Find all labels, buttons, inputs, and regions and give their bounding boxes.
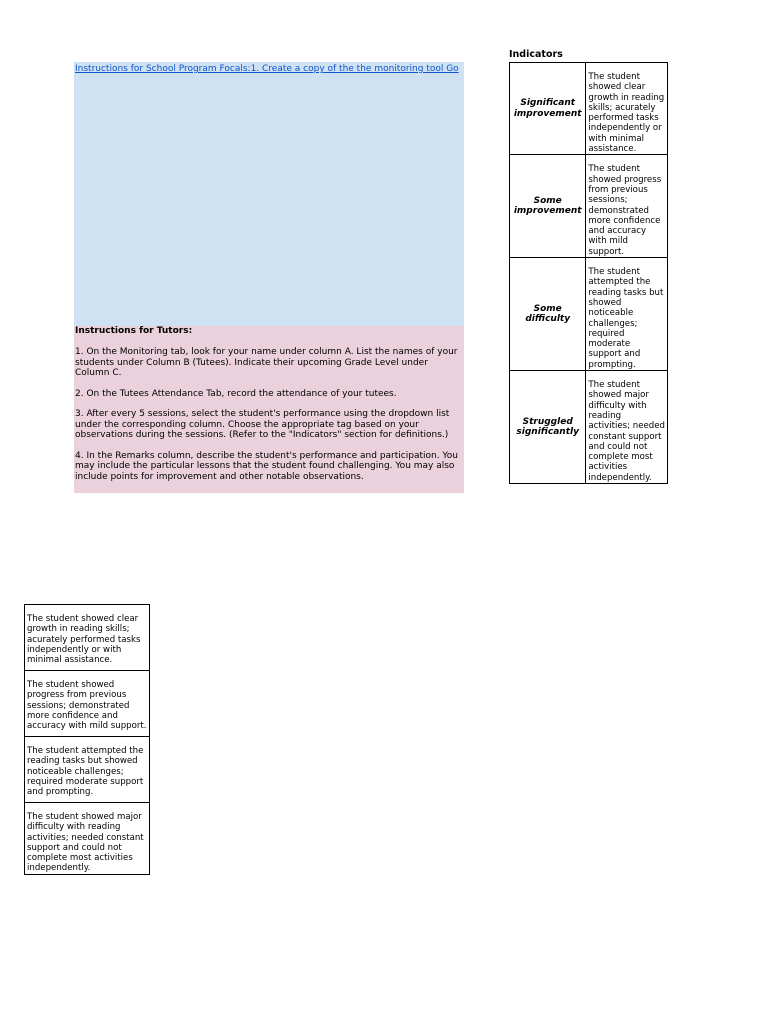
indicator-tag[interactable]: Significant improvement bbox=[510, 63, 586, 155]
indicator-description-text: The student showed major difficulty with reading activities; needed constant support and could not complete most activities independently. bbox=[27, 812, 144, 874]
indicator-row bbox=[510, 155, 668, 258]
indicator-description-text: The student showed clear growth in reading skills; acurately performed tasks independently or with minimal assistance. bbox=[588, 72, 665, 155]
indicator-description[interactable] bbox=[25, 671, 150, 737]
indicator-description-text: The student showed clear growth in reading skills; acurately performed tasks independently or with minimal assistance. bbox=[27, 614, 141, 666]
indicator-description-text: The student attempted the reading tasks but showed noticeable challenges; required moderate support and prompting. bbox=[27, 746, 144, 798]
indicators-table bbox=[509, 62, 668, 484]
indicator-row bbox=[510, 258, 668, 371]
indicator-description[interactable] bbox=[586, 258, 668, 371]
indicator-description-text: The student showed major difficulty with reading activities; needed constant support and could not complete most activities independently. bbox=[588, 380, 665, 483]
indicator-row bbox=[510, 63, 668, 155]
indicator-description[interactable] bbox=[586, 63, 668, 155]
indicators-description-table bbox=[24, 604, 150, 875]
indicator-description-text: The student showed progress from previous sessions; demonstrated more confidence and accuracy with mild support. bbox=[27, 680, 147, 732]
indicator-description-text: The student attempted the reading tasks but showed noticeable challenges; required moderate support and prompting. bbox=[588, 267, 664, 370]
indicator-description[interactable] bbox=[586, 155, 668, 258]
tutors-instructions-panel bbox=[74, 326, 464, 493]
indicator-row bbox=[25, 737, 150, 803]
tutors-step-4: 4. In the Remarks column, describe the student's performance and participation. You may include the particular lessons that the student found challenging. You may also include points for improvement and other notable observations. bbox=[75, 450, 458, 482]
focals-instructions-link[interactable]: Instructions for School Program Focals:1. Create a copy of the the monitoring tool Go bbox=[75, 64, 459, 74]
focals-instructions-panel bbox=[74, 62, 464, 326]
indicator-tag[interactable]: Some improvement bbox=[510, 155, 586, 258]
indicator-description[interactable] bbox=[25, 803, 150, 875]
indicator-row bbox=[510, 371, 668, 484]
tutors-step-2: 2. On the Tutees Attendance Tab, record the attendance of your tutees. bbox=[75, 388, 397, 399]
indicator-description[interactable] bbox=[25, 605, 150, 671]
indicator-description[interactable] bbox=[25, 737, 150, 803]
indicator-row bbox=[25, 671, 150, 737]
indicators-title: Indicators bbox=[509, 49, 563, 60]
indicator-tag[interactable]: Struggled significantly bbox=[510, 371, 586, 484]
indicator-row bbox=[25, 803, 150, 875]
indicator-row bbox=[25, 605, 150, 671]
tutors-step-3: 3. After every 5 sessions, select the student's performance using the dropdown list under the corresponding column. Choose the appropriate tag based on your observations during the sessions. (Refer to the "Indicators" section for definitions.) bbox=[75, 409, 450, 440]
indicator-tag[interactable]: Some difficulty bbox=[510, 258, 586, 371]
indicators-table-viewport bbox=[509, 62, 668, 483]
tutors-instructions-heading: Instructions for Tutors: bbox=[75, 326, 193, 336]
indicator-description[interactable] bbox=[586, 371, 668, 484]
tutors-step-1: 1. On the Monitoring tab, look for your name under column A. List the names of your students under Column B (Tutees). Indicate their upcoming Grade Level under Column C. bbox=[75, 347, 458, 378]
indicator-description-text: The student showed progress from previous sessions; demonstrated more confidence and accuracy with mild support. bbox=[588, 164, 662, 257]
indicators-description-continuation bbox=[27, 604, 170, 874]
